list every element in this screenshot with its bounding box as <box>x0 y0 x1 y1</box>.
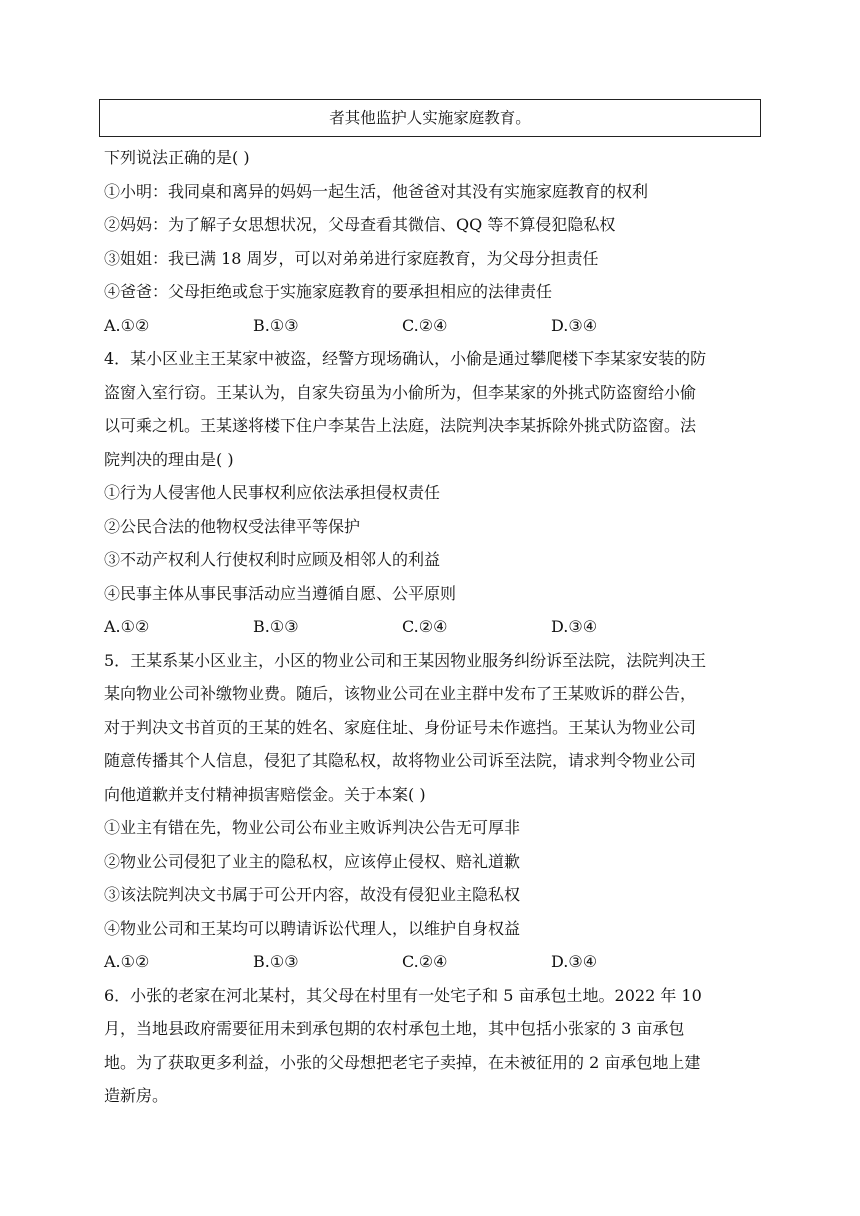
question-stem-line: 5．王某系某小区业主，小区的物业公司和王某因物业服务纠纷诉至法院，法院判决王 <box>104 650 707 670</box>
question-stem-line: 造新房。 <box>104 1086 169 1105</box>
question-5 <box>104 644 754 979</box>
question-3 <box>104 141 754 342</box>
question-stem-line: 盗窗入室行窃。王某认为，自家失窃虽为小偷所为，但李某家的外挑式防盗窗给小偷 <box>104 382 697 402</box>
question-stem-line: 随意传播其个人信息，侵犯了其隐私权，故将物业公司诉至法院，请求判令物业公司 <box>104 751 697 770</box>
option-b: B.①③ <box>253 952 299 971</box>
question-stem-line: 向他道歉并支付精神损害赔偿金。关于本案( ) <box>104 784 426 804</box>
question-4 <box>104 342 754 644</box>
question-stem-line: 地。为了获取更多利益，小张的父母想把老宅子卖掉，在未被征用的 2 亩承包地上建 <box>104 1052 701 1072</box>
statement-item: ③该法院判决文书属于可公开内容，故没有侵犯业主隐私权 <box>104 885 521 904</box>
statement-item: ①小明：我同桌和离异的妈妈一起生活，他爸爸对其没有实施家庭教育的权利 <box>104 181 649 201</box>
option-b: B.①③ <box>253 617 299 636</box>
question-stem-line: 院判决的理由是( ) <box>104 449 234 469</box>
statement-item: ③不动产权利人行使权利时应顾及相邻人的利益 <box>104 550 441 569</box>
statement-item: ④爸爸：父母拒绝或怠于实施家庭教育的要承担相应的法律责任 <box>104 282 553 301</box>
statement-item: ④物业公司和王某均可以聘请诉讼代理人，以维护自身权益 <box>104 918 521 938</box>
question-6 <box>104 979 754 1113</box>
answer-options <box>104 309 754 343</box>
statement-item: ①业主有错在先，物业公司公布业主败诉判决公告无可厚非 <box>104 818 521 837</box>
statement-item: ②妈妈：为了解子女思想状况，父母查看其微信、QQ 等不算侵犯隐私权 <box>104 215 616 234</box>
option-d: D.③④ <box>551 952 598 971</box>
question-prompt: 下列说法正确的是( ) <box>104 148 250 167</box>
question-stem-line: 4．某小区业主王某家中被盗，经警方现场确认，小偷是通过攀爬楼下李某家安装的防 <box>104 349 707 368</box>
answer-options <box>104 945 754 979</box>
option-c: C.②④ <box>402 315 448 335</box>
option-c: C.②④ <box>402 617 448 636</box>
option-c: C.②④ <box>402 952 448 971</box>
question-stem-line: 对于判决文书首页的王某的姓名、家庭住址、身份证号未作遮挡。王某认为物业公司 <box>104 717 697 737</box>
option-a: A.①② <box>104 952 150 971</box>
option-a: A.①② <box>104 315 150 335</box>
question-stem-line: 某向物业公司补缴物业费。随后，该物业公司在业主群中发布了王某败诉的群公告， <box>104 684 697 703</box>
question-stem-line: 以可乘之机。王某遂将楼下住户李某告上法庭，法院判决李某拆除外挑式防盗窗。法 <box>104 416 697 435</box>
statement-item: ②物业公司侵犯了业主的隐私权，应该停止侵权、赔礼道歉 <box>104 851 521 871</box>
question-stem-line: 月，当地县政府需要征用未到承包期的农村承包土地，其中包括小张家的 3 亩承包 <box>104 1019 685 1038</box>
question-content <box>104 141 754 1113</box>
statement-item: ③姐姐：我已满 18 周岁，可以对弟弟进行家庭教育，为父母分担责任 <box>104 248 599 268</box>
option-a: A.①② <box>104 617 150 636</box>
statement-item: ④民事主体从事民事活动应当遵循自愿、公平原则 <box>104 583 457 603</box>
statement-item: ②公民合法的他物权受法律平等保护 <box>104 516 361 536</box>
question-stem-line: 6．小张的老家在河北某村，其父母在村里有一处宅子和 5 亩承包土地。2022 年 10 <box>104 985 702 1005</box>
option-b: B.①③ <box>253 315 299 335</box>
boxed-text-line: 者其他监护人实施家庭教育。 <box>99 99 761 137</box>
statement-item: ①行为人侵害他人民事权利应依法承担侵权责任 <box>104 483 441 502</box>
answer-options <box>104 610 754 644</box>
option-d: D.③④ <box>551 315 598 335</box>
option-d: D.③④ <box>551 617 598 636</box>
